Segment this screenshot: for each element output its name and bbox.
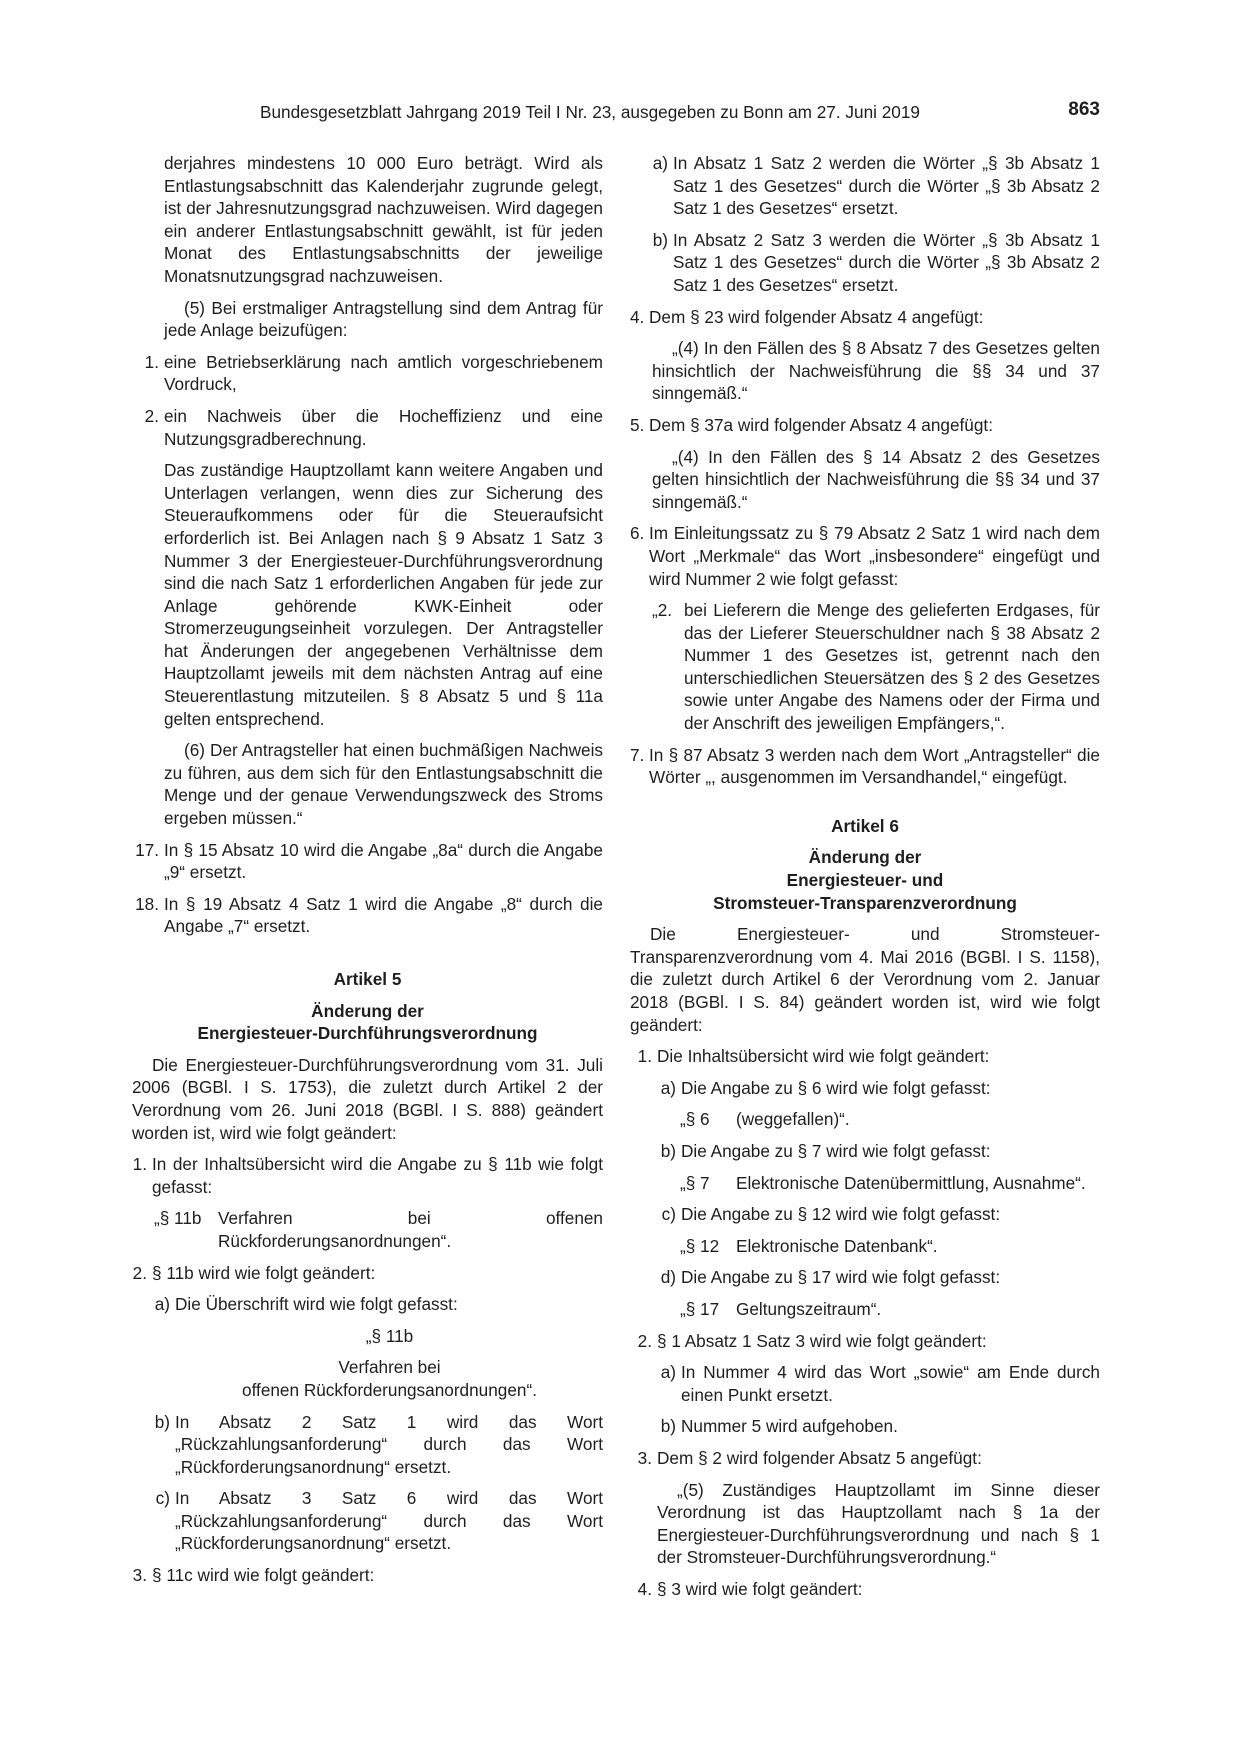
list-item — [132, 351, 603, 396]
left-column — [132, 152, 603, 1596]
sub-item-text: In Absatz 1 Satz 2 werden die Wörter „§ 3b Absatz 1 Satz 1 des Gesetzes“ durch die Wörter „§ 3b Absatz 2 Satz 1 des Gesetzes“ ersetzt. — [673, 153, 1100, 219]
sub-item-text: In Nummer 4 wird das Wort „sowie“ am Ende durch einen Punkt ersetzt. — [681, 1362, 1100, 1405]
list-text: In § 15 Absatz 10 wird die Angabe „8a“ durch die Angabe „9“ ersetzt. — [164, 839, 603, 883]
list-number: 2. — [144, 405, 159, 426]
sub-item-letter: b) — [660, 1416, 676, 1437]
list-number: 6. — [630, 523, 645, 544]
sub-item-letter: b) — [660, 1140, 676, 1161]
list-item — [132, 1153, 603, 1198]
quoted-toc-entry — [630, 1172, 1100, 1195]
article-6-title-line3: Stromsteuer-Transparenzverordnung — [713, 892, 1017, 913]
list-text: In der Inhaltsübersicht wird die Angabe zu § 11b wie folgt gefasst: — [152, 1154, 603, 1197]
list-number: 4. — [630, 306, 645, 327]
sub-item-letter: a) — [660, 1077, 676, 1098]
paragraph-intro: derjahres mindestens 10 000 Euro beträgt. Wird als Entlastungsabschnitt das Kalenderjahr zugrunde gelegt, ist der Jahresnutzungsgrad nachzuweisen. Wird dagegen ein anderer Entlastungsabschnitt gewählt, ist für jeden Monat des Entlastungsabschnitts der jeweilige Monatsnutzungsgrad nachzuweisen. — [164, 153, 603, 286]
page-header — [164, 99, 1100, 125]
article-5-title-line2: Energiesteuer-Durchführungsverordnung — [197, 1023, 538, 1044]
list-number: 18. — [135, 893, 159, 914]
quoted-heading-line: Verfahren bei — [338, 1357, 441, 1378]
right-column — [630, 152, 1100, 1609]
quote-value: Verfahren bei offenen Rückforderungsanordnungen“. — [218, 1208, 603, 1251]
paragraph-6: (6) Der Antragsteller hat einen buchmäßigen Nachweis zu führen, aus dem sich für den Entlastungsabschnitt die Menge und der genaue Verwendungszweck des Stroms ergeben müssen.“ — [164, 740, 603, 829]
quote-value: Elektronische Datenbank“. — [736, 1235, 938, 1256]
quoted-number: „2. — [652, 600, 673, 621]
list-number: 3. — [637, 1447, 652, 1468]
list-text: Dem § 37a wird folgender Absatz 4 angefügt: — [649, 414, 993, 435]
sub-item-text: Die Angabe zu § 12 wird wie folgt gefasst: — [681, 1204, 1001, 1225]
list-text: Im Einleitungssatz zu § 79 Absatz 2 Satz 1 wird nach dem Wort „Merkmale“ das Wort „insbesondere“ eingefügt und wird Nummer 2 wie folgt gefasst: — [649, 523, 1100, 589]
list-number: 1. — [132, 1154, 147, 1175]
list-number: 3. — [132, 1565, 147, 1586]
list-item-18 — [132, 893, 603, 938]
quote-key: „§ 17 — [680, 1298, 720, 1319]
list-item — [630, 1578, 1100, 1601]
list-number: 5. — [630, 414, 645, 435]
article-6-title-line2: Energiesteuer- und — [786, 870, 944, 891]
list-item — [630, 306, 1100, 329]
quoted-toc-entry — [630, 1298, 1100, 1321]
list-number: 17. — [135, 839, 159, 860]
sub-item-letter: d) — [660, 1267, 676, 1288]
article-6-title-line1: Änderung der — [808, 847, 922, 868]
quote-key: „§ 7 — [680, 1172, 710, 1193]
quote-key: „§ 11b — [154, 1208, 202, 1229]
list-item — [630, 744, 1100, 789]
quoted-paragraph: „(5) Zuständiges Hauptzollamt im Sinne dieser Verordnung ist das Hauptzollamt nach § 1a der Energiesteuer-Durchführungsverordnung und nach § 1 der Stromsteuer-Durchführungsverordnung.“ — [657, 1479, 1100, 1568]
sub-item-text: Die Überschrift wird wie folgt gefasst: — [175, 1294, 458, 1315]
sub-item — [630, 152, 1100, 220]
sub-item — [132, 1293, 603, 1316]
list-text: § 3 wird wie folgt geändert: — [657, 1578, 863, 1599]
article-5-title-line1: Änderung der — [311, 1000, 424, 1021]
list-text: Die Inhaltsübersicht wird wie folgt geändert: — [657, 1046, 990, 1067]
sub-item-letter: c) — [155, 1488, 170, 1509]
sub-item-text: Nummer 5 wird aufgehoben. — [681, 1416, 898, 1437]
paragraph-hauptzollamt: Das zuständige Hauptzollamt kann weitere Angaben und Unterlagen verlangen, wenn dies zur Sicherung des Steueraufkommens oder für die Steueraufsicht erforderlich ist. Bei Anlagen nach § 9 Absatz 1 Satz 3 Nummer 3 der Energiesteuer-Durchführungsverordnung sind die nach Satz 1 erforderlichen Angaben für jede zur Anlage gehörende KWK-Einheit oder Stromerzeugungseinheit vorzulegen. Der Antragsteller hat Änderungen der angegebenen Verhältnisse dem Hauptzollamt jeweils mit dem nächsten Antrag auf eine Steuerentlastung mitzuteilen. § 8 Absatz 5 und § 11a gelten entsprechend. — [164, 460, 603, 729]
sub-item-letter: b) — [652, 229, 668, 250]
running-title: Bundesgesetzblatt Jahrgang 2019 Teil I Nr. 23, ausgegeben zu Bonn am 27. Juni 2019 — [260, 102, 920, 122]
sub-item-letter: a) — [660, 1362, 676, 1383]
list-item — [630, 1330, 1100, 1353]
quote-key: „§ 12 — [680, 1235, 720, 1256]
list-text: § 11b wird wie folgt geändert: — [152, 1262, 376, 1283]
list-item — [132, 1564, 603, 1587]
sub-item — [132, 1411, 603, 1479]
sub-item-text: Die Angabe zu § 7 wird wie folgt gefasst: — [681, 1140, 991, 1161]
quoted-heading-line: offenen Rückforderungsanordnungen“. — [242, 1379, 537, 1400]
quote-key: „§ 6 — [680, 1109, 710, 1130]
list-text: ein Nachweis über die Hocheffizienz und eine Nutzungsgradberechnung. — [164, 405, 603, 449]
list-item — [630, 1045, 1100, 1068]
list-item-17 — [132, 839, 603, 884]
sub-item — [132, 1487, 603, 1555]
paragraph-5: (5) Bei erstmaliger Antragstellung sind dem Antrag für jede Anlage beizufügen: — [164, 297, 603, 341]
quoted-toc-entry — [630, 1108, 1100, 1131]
sub-item-letter: c) — [661, 1204, 676, 1225]
sub-item-text: Die Angabe zu § 6 wird wie folgt gefasst: — [681, 1077, 991, 1098]
list-item — [132, 405, 603, 450]
sub-item — [630, 1077, 1100, 1100]
list-number: 2. — [637, 1330, 652, 1351]
sub-item — [630, 229, 1100, 297]
sub-item-text: Die Angabe zu § 17 wird wie folgt gefasst: — [681, 1267, 1001, 1288]
quote-value: (weggefallen)“. — [736, 1109, 850, 1130]
quote-value: Elektronische Datenübermittlung, Ausnahme“. — [736, 1172, 1086, 1193]
list-number: 1. — [637, 1046, 652, 1067]
list-number: 7. — [630, 744, 645, 765]
list-text: § 1 Absatz 1 Satz 3 wird wie folgt geändert: — [657, 1330, 987, 1351]
list-item — [132, 1262, 603, 1285]
list-number: 1. — [144, 351, 159, 372]
quoted-paragraph: „(4) In den Fällen des § 14 Absatz 2 des Gesetzes gelten hinsichtlich der Nachweisführung die §§ 34 und 37 sinngemäß.“ — [652, 446, 1100, 512]
sub-item — [630, 1415, 1100, 1438]
quoted-toc-entry — [630, 1235, 1100, 1258]
list-text: In § 87 Absatz 3 werden nach dem Wort „Antragsteller“ die Wörter „, ausgenommen im Versandhandel,“ eingefügt. — [649, 744, 1100, 788]
quoted-number-text: bei Lieferern die Menge des gelieferten Erdgases, für das der Lieferer Steuerschuldner nach § 38 Absatz 2 Nummer 1 des Gesetzes ist, getrennt nach den unterschiedlichen Steuersätzen des § 2 des Gesetzes sowie unter Angabe des Namens oder der Firma und der Anschrift des jeweiligen Empfängers,“. — [684, 600, 1100, 734]
quoted-toc-entry — [132, 1207, 603, 1252]
list-text: § 11c wird wie folgt geändert: — [152, 1565, 375, 1586]
sub-item-letter: a) — [652, 153, 668, 173]
list-text: eine Betriebserklärung nach amtlich vorgeschriebenem Vordruck, — [164, 351, 603, 395]
sub-item-letter: a) — [154, 1294, 170, 1315]
article-6-intro: Die Energiesteuer- und Stromsteuer-Transparenzverordnung vom 4. Mai 2016 (BGBl. I S. 1158), die zuletzt durch Artikel 6 der Verordnung vom 2. Januar 2018 (BGBl. I S. 84) geändert worden ist, wird wie folgt geändert: — [630, 924, 1100, 1035]
list-text: Dem § 23 wird folgender Absatz 4 angefügt: — [649, 306, 984, 327]
sub-item-text: In Absatz 2 Satz 1 wird das Wort „Rückzahlungsanforderung“ durch das Wort „Rückforderungsanordnung“ ersetzt. — [175, 1411, 603, 1477]
sub-item-text: In Absatz 2 Satz 3 werden die Wörter „§ 3b Absatz 1 Satz 1 des Gesetzes“ durch die Wörter „§ 3b Absatz 2 Satz 1 des Gesetzes“ ersetzt. — [673, 229, 1100, 295]
list-number: 2. — [132, 1262, 147, 1283]
quoted-paragraph: „(4) In den Fällen des § 8 Absatz 7 des Gesetzes gelten hinsichtlich der Nachweisführung die §§ 34 und 37 sinngemäß.“ — [652, 338, 1100, 404]
sub-item — [630, 1203, 1100, 1226]
list-item — [630, 414, 1100, 437]
list-item — [630, 522, 1100, 590]
list-item — [630, 1447, 1100, 1470]
sub-item — [630, 1266, 1100, 1289]
sub-item-letter: b) — [154, 1411, 170, 1432]
article-5-label: Artikel 5 — [333, 969, 402, 989]
sub-item-text: In Absatz 3 Satz 6 wird das Wort „Rückzahlungsanforderung“ durch das Wort „Rückforderungsanordnung“ ersetzt. — [175, 1488, 603, 1554]
article-6-label: Artikel 6 — [831, 815, 899, 836]
page-number: 863 — [1068, 99, 1100, 120]
list-text: In § 19 Absatz 4 Satz 1 wird die Angabe „8“ durch die Angabe „7“ ersetzt. — [164, 893, 603, 937]
quoted-number-item — [630, 599, 1100, 735]
article-5-intro: Die Energiesteuer-Durchführungsverordnung vom 31. Juli 2006 (BGBl. I S. 1753), die zuletzt durch Artikel 2 der Verordnung vom 26. Juni 2018 (BGBl. I S. 888) geändert worden ist, wird wie folgt geändert: — [132, 1054, 603, 1143]
sub-item — [630, 1140, 1100, 1163]
sub-item — [630, 1361, 1100, 1406]
list-text: Dem § 2 wird folgender Absatz 5 angefügt: — [657, 1447, 982, 1468]
quote-value: Geltungszeitraum“. — [736, 1298, 882, 1319]
quoted-heading — [132, 1325, 603, 1402]
list-number: 4. — [637, 1578, 652, 1599]
quoted-heading-line: „§ 11b — [365, 1325, 414, 1346]
